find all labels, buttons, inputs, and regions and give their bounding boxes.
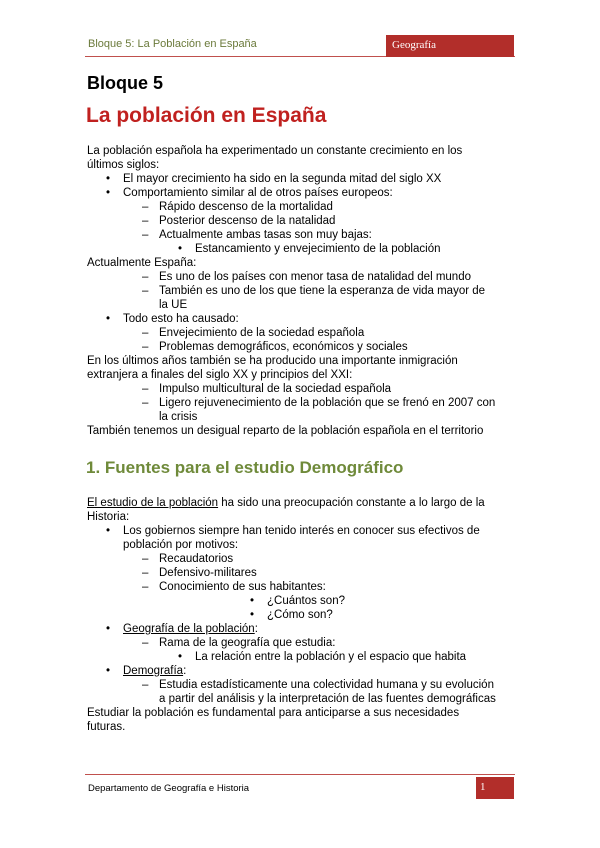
bullet-marker: • (178, 651, 183, 663)
actual-label: Actualmente España: (87, 257, 197, 269)
dash-marker: – (142, 327, 149, 339)
motive-3: Conocimiento de sus habitantes: (159, 581, 326, 593)
dash-marker: – (142, 397, 149, 409)
section-heading: 1. Fuentes para el estudio Demográfico (86, 458, 404, 477)
section-closing-2: futuras. (87, 721, 126, 733)
intro-bullet-1: El mayor crecimiento ha sido en la segunda mitad del siglo XX (123, 173, 442, 185)
dem-dash-b: a partir del análisis y la interpretación de las fuentes demográficas (159, 693, 496, 705)
intro-line1: La población española ha experimentado un constante crecimiento en los (87, 145, 463, 157)
geo-sub-bullet: La relación entre la población y el espacio que habita (195, 651, 467, 663)
dem-term: Demografía (123, 665, 184, 677)
intro-dash-3: Actualmente ambas tasas son muy bajas: (159, 229, 372, 241)
bullet-marker: • (106, 665, 111, 677)
dash-marker: – (142, 637, 149, 649)
dash-marker: – (142, 201, 149, 213)
inmig-line1: En los últimos años también se ha producido una importante inmigración (87, 355, 458, 367)
intro-bullet-2: Comportamiento similar al de otros países europeos: (123, 187, 393, 199)
bullet-marker: • (106, 623, 111, 635)
gov-bullet-a: Los gobiernos siempre han tenido interés en conocer sus efectivos de (123, 525, 480, 537)
dash-marker: – (142, 679, 149, 691)
actual-effect-2: Problemas demográficos, económicos y sociales (159, 341, 408, 353)
page-title: La población en España (86, 104, 327, 127)
bullet-marker: • (106, 313, 111, 325)
section-closing-1: Estudiar la población es fundamental para anticiparse a sus necesidades (87, 707, 460, 719)
inmig-closing: También tenemos un desigual reparto de la población española en el territorio (87, 425, 484, 437)
dash-marker: – (142, 553, 149, 565)
section-p1-line1 (87, 496, 485, 510)
dash-marker: – (142, 271, 149, 283)
bullet-marker: • (106, 525, 111, 537)
motive-1: Recaudatorios (159, 553, 234, 565)
question-2: ¿Cómo son? (267, 609, 333, 621)
actual-bullet: Todo esto ha causado: (123, 313, 239, 325)
dash-marker: – (142, 285, 149, 297)
bullet-marker: • (106, 187, 111, 199)
header-subject: Geografía (392, 39, 436, 51)
inmig-line2: extranjera a finales del siglo XX y principios del XXI: (87, 369, 353, 381)
actual-dash-2a: También es uno de los que tiene la esperanza de vida mayor de (159, 285, 486, 297)
dash-marker: – (142, 567, 149, 579)
inmig-dash-2b: la crisis (159, 411, 198, 423)
inmig-dash-1: Impulso multicultural de la sociedad española (159, 383, 392, 395)
dash-marker: – (142, 341, 149, 353)
question-1: ¿Cuántos son? (267, 595, 345, 607)
intro-sub-bullet: Estancamiento y envejecimiento de la población (195, 243, 441, 255)
bloque-label: Bloque 5 (87, 73, 164, 93)
dem-bullet (123, 664, 186, 678)
actual-dash-1: Es uno de los países con menor tasa de natalidad del mundo (159, 271, 471, 283)
footer-rule (85, 774, 515, 775)
underlined-term: El estudio de la población (87, 497, 219, 509)
intro-dash-2: Posterior descenso de la natalidad (159, 215, 336, 227)
gov-bullet-b: población por motivos: (123, 539, 239, 551)
geo-term: Geografía de la población (123, 623, 255, 635)
dash-marker: – (142, 215, 149, 227)
inmig-dash-2a: Ligero rejuvenecimiento de la población que se frenó en 2007 con (159, 397, 496, 409)
header-title: Bloque 5: La Población en España (88, 38, 257, 50)
dem-dash-a: Estudia estadísticamente una colectividad humana y su evolución (159, 679, 494, 691)
bullet-marker: • (178, 243, 183, 255)
dem-colon: : (183, 665, 187, 677)
intro-dash-1: Rápido descenso de la mortalidad (159, 201, 333, 213)
bullet-marker: • (250, 595, 255, 607)
geo-colon: : (254, 623, 258, 635)
section-p1-line2: Historia: (87, 511, 130, 523)
page-number: 1 (480, 781, 486, 793)
bullet-marker: • (250, 609, 255, 621)
intro-line2: últimos siglos: (87, 159, 160, 171)
actual-dash-2b: la UE (159, 299, 188, 311)
bullet-marker: • (106, 173, 111, 185)
actual-effect-1: Envejecimiento de la sociedad española (159, 327, 365, 339)
section-p1-rest: ha sido una preocupación constante a lo largo de la (218, 497, 485, 509)
dash-marker: – (142, 581, 149, 593)
geo-bullet (123, 622, 258, 636)
footer-department: Departamento de Geografía e Historia (88, 783, 250, 794)
dash-marker: – (142, 229, 149, 241)
dash-marker: – (142, 383, 149, 395)
geo-dash: Rama de la geografía que estudia: (159, 637, 336, 649)
motive-2: Defensivo-militares (159, 567, 257, 579)
